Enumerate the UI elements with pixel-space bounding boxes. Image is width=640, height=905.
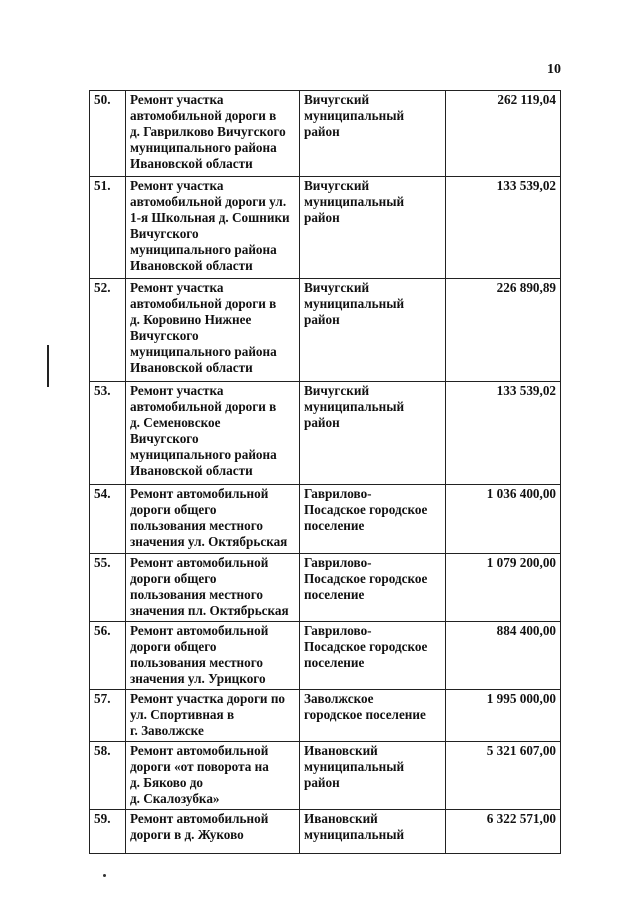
row-number-cell <box>90 382 126 485</box>
work-description: Ремонт участка автомобильной дороги в д. Коровино Нижнее Вичугского муниципального района Ивановской области <box>130 280 277 375</box>
table-row <box>90 279 561 382</box>
row-number: 56. <box>94 623 111 638</box>
municipality: Вичугский муниципальный район <box>304 92 405 139</box>
municipality: Гаврилово- Посадское городское поселение <box>304 555 428 602</box>
amount-cell <box>446 382 561 485</box>
row-number-cell <box>90 690 126 742</box>
amount: 133 539,02 <box>496 383 556 398</box>
row-number: 53. <box>94 383 111 398</box>
work-description: Ремонт автомобильной дороги в д. Жуково <box>130 811 269 842</box>
work-description: Ремонт автомобильной дороги общего пользования местного значения ул. Урицкого <box>130 623 269 686</box>
amount: 1 036 400,00 <box>486 486 556 501</box>
row-number: 52. <box>94 280 111 295</box>
amount-cell <box>446 622 561 690</box>
amount: 884 400,00 <box>496 623 556 638</box>
work-description-cell <box>126 554 300 622</box>
amount-cell <box>446 91 561 177</box>
row-number-cell <box>90 279 126 382</box>
table-row <box>90 485 561 554</box>
municipality-cell <box>300 810 446 854</box>
municipality-cell <box>300 91 446 177</box>
row-number-cell <box>90 485 126 554</box>
table-row <box>90 177 561 279</box>
work-description-cell <box>126 485 300 554</box>
amount: 1 995 000,00 <box>486 691 556 706</box>
amount-cell <box>446 742 561 810</box>
row-number-cell <box>90 810 126 854</box>
municipality-cell <box>300 554 446 622</box>
page-number: 10 <box>547 62 561 77</box>
municipality-cell <box>300 382 446 485</box>
row-number: 54. <box>94 486 111 501</box>
work-description-cell <box>126 690 300 742</box>
row-number: 50. <box>94 92 111 107</box>
amount: 226 890,89 <box>496 280 556 295</box>
work-description: Ремонт участка автомобильной дороги в д. Гаврилково Вичугского муниципального района Ивановской области <box>130 92 286 171</box>
amount: 133 539,02 <box>496 178 556 193</box>
row-number: 57. <box>94 691 111 706</box>
row-number-cell <box>90 742 126 810</box>
work-description: Ремонт участка дороги по ул. Спортивная в г. Заволжске <box>130 691 286 738</box>
table-row <box>90 810 561 854</box>
row-number-cell <box>90 91 126 177</box>
table-row <box>90 382 561 485</box>
row-number: 58. <box>94 743 111 758</box>
work-description-cell <box>126 91 300 177</box>
table-row <box>90 622 561 690</box>
municipality-cell <box>300 279 446 382</box>
amount: 5 321 607,00 <box>486 743 556 758</box>
row-number-cell <box>90 622 126 690</box>
work-description: Ремонт участка автомобильной дороги в д. Семеновское Вичугского муниципального района Ивановской области <box>130 383 277 478</box>
municipality: Гаврилово- Посадское городское поселение <box>304 623 428 670</box>
work-description-cell <box>126 177 300 279</box>
table-row <box>90 554 561 622</box>
table-row <box>90 742 561 810</box>
amount: 1 079 200,00 <box>486 555 556 570</box>
municipality-cell <box>300 177 446 279</box>
amount-cell <box>446 279 561 382</box>
work-description: Ремонт автомобильной дороги общего пользования местного значения пл. Октябрьская <box>130 555 289 618</box>
scan-speck <box>103 874 106 877</box>
municipality: Ивановский муниципальный район <box>304 743 405 790</box>
row-number-cell <box>90 554 126 622</box>
margin-mark <box>47 345 49 387</box>
work-description-cell <box>126 622 300 690</box>
work-description-cell <box>126 279 300 382</box>
road-repair-table <box>89 90 561 854</box>
municipality: Заволжское городское поселение <box>304 691 426 722</box>
amount-cell <box>446 810 561 854</box>
row-number-cell <box>90 177 126 279</box>
work-description: Ремонт автомобильной дороги «от поворота на д. Бяково до д. Скалозубка» <box>130 743 269 806</box>
work-description-cell <box>126 382 300 485</box>
table-row <box>90 91 561 177</box>
row-number: 51. <box>94 178 111 193</box>
municipality: Ивановский муниципальный <box>304 811 405 842</box>
work-description-cell <box>126 742 300 810</box>
work-description-cell <box>126 810 300 854</box>
municipality-cell <box>300 622 446 690</box>
work-description: Ремонт участка автомобильной дороги ул. 1-я Школьная д. Сошники Вичугского муниципального района Ивановской области <box>130 178 290 273</box>
municipality: Вичугский муниципальный район <box>304 178 405 225</box>
municipality: Вичугский муниципальный район <box>304 280 405 327</box>
municipality-cell <box>300 742 446 810</box>
row-number: 59. <box>94 811 111 826</box>
amount-cell <box>446 554 561 622</box>
municipality-cell <box>300 690 446 742</box>
table-row <box>90 690 561 742</box>
municipality-cell <box>300 485 446 554</box>
amount-cell <box>446 690 561 742</box>
municipality: Гаврилово- Посадское городское поселение <box>304 486 428 533</box>
amount-cell <box>446 485 561 554</box>
table-body <box>90 91 561 854</box>
amount: 262 119,04 <box>497 92 556 107</box>
municipality: Вичугский муниципальный район <box>304 383 405 430</box>
amount: 6 322 571,00 <box>486 811 556 826</box>
row-number: 55. <box>94 555 111 570</box>
work-description: Ремонт автомобильной дороги общего пользования местного значения ул. Октябрьская <box>130 486 288 549</box>
amount-cell <box>446 177 561 279</box>
